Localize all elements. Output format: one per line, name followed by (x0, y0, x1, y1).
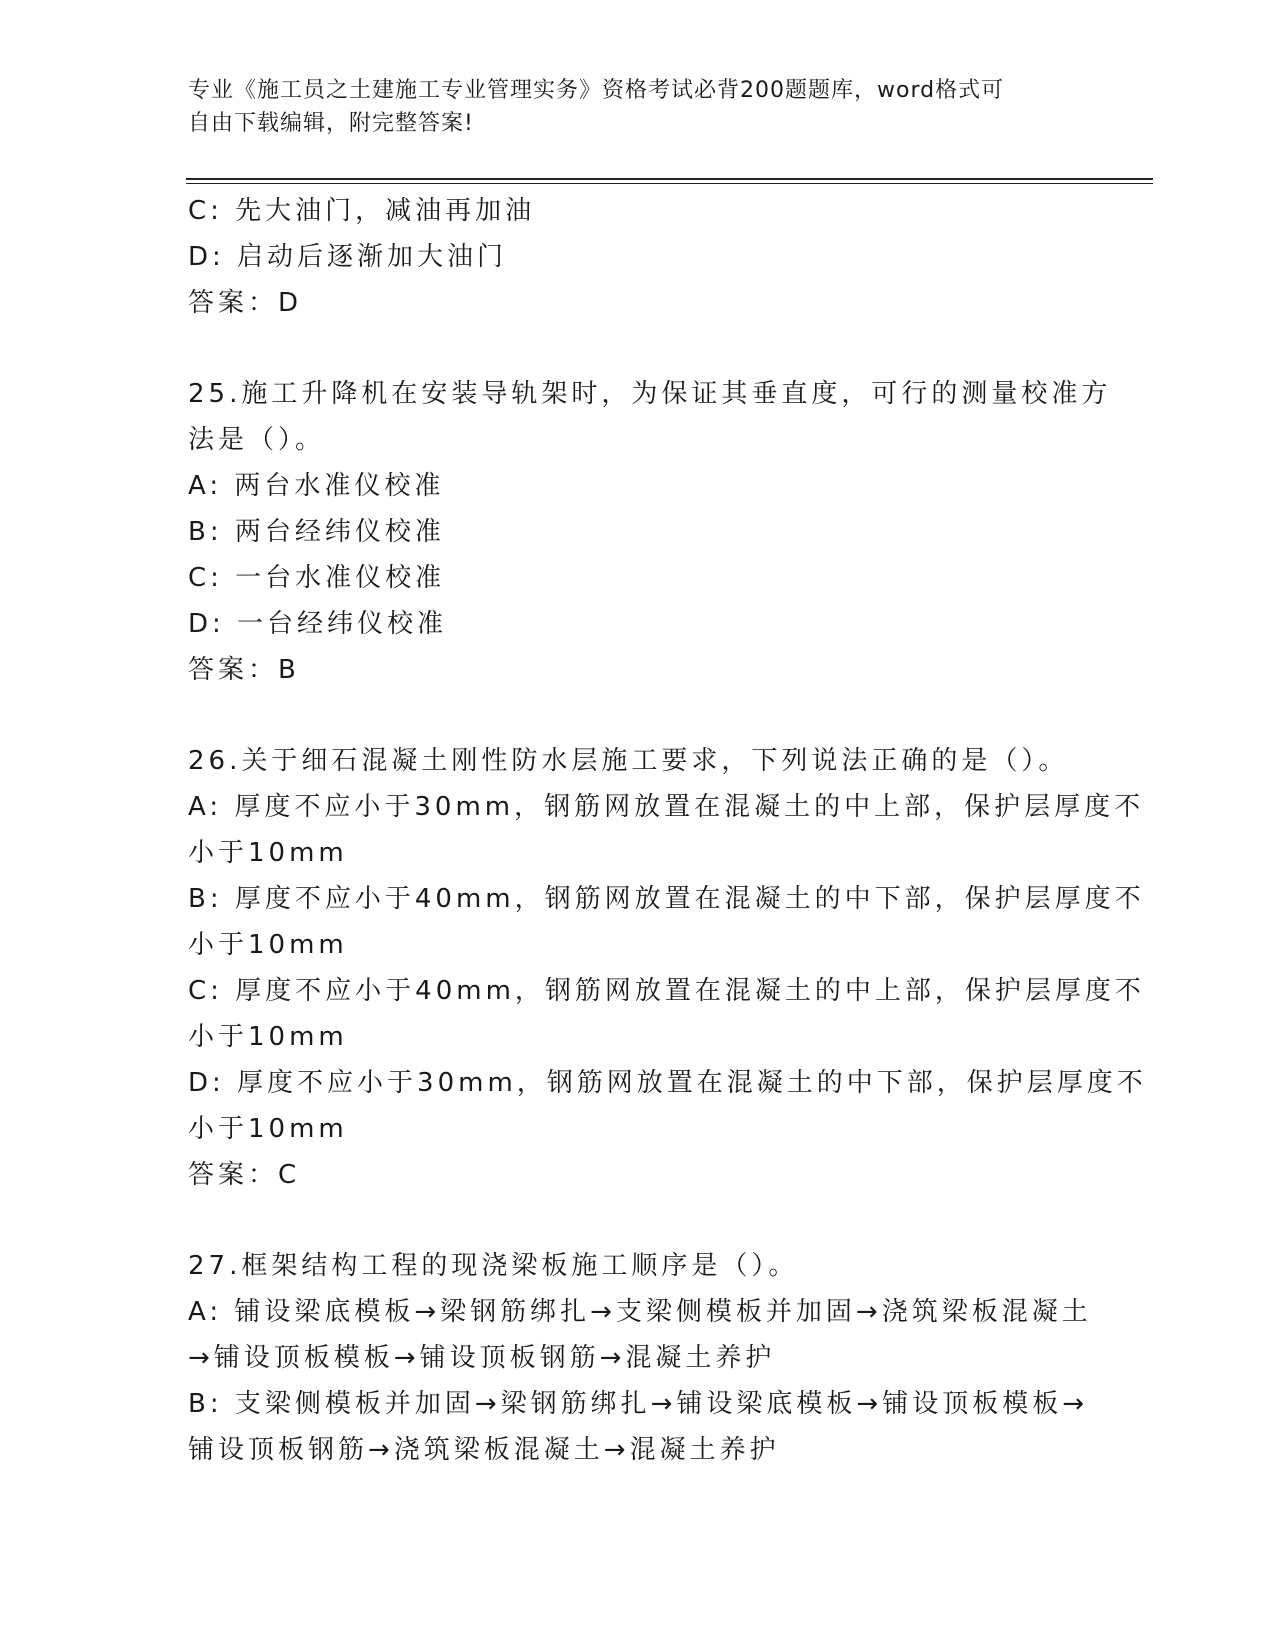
option-b-cont: 小于10mm (188, 930, 348, 960)
option-a: A: 铺设梁底模板→梁钢筋绑扎→支梁侧模板并加固→浇筑梁板混凝土 (188, 1297, 1092, 1327)
option-c-cont: 小于10mm (188, 1022, 348, 1052)
question-26 (188, 738, 1147, 1198)
option-b: B: 支梁侧模板并加固→梁钢筋绑扎→铺设梁底模板→铺设顶板模板→ (188, 1389, 1089, 1419)
option-c: C: 先大油门，减油再加油 (188, 196, 536, 226)
answer-line: 答案：D (188, 288, 303, 318)
option-a-cont: →铺设顶板模板→铺设顶板钢筋→混凝土养护 (188, 1343, 776, 1373)
answer-line: 答案：C (188, 1160, 301, 1190)
option-b: B: 厚度不应小于40mm，钢筋网放置在混凝土的中下部，保护层厚度不 (188, 884, 1145, 914)
option-c: C: 厚度不应小于40mm，钢筋网放置在混凝土的中上部，保护层厚度不 (188, 976, 1145, 1006)
question-stem: 26.关于细石混凝土刚性防水层施工要求，下列说法正确的是（）。 (188, 746, 1069, 776)
question-27 (188, 1243, 1092, 1473)
option-a: A: 厚度不应小于30mm，钢筋网放置在混凝土的中上部，保护层厚度不 (188, 792, 1145, 822)
question-stem: 25.施工升降机在安装导轨架时，为保证其垂直度，可行的测量校准方 (188, 379, 1112, 409)
question-25 (188, 371, 1112, 693)
header-divider-thick (186, 178, 1153, 180)
question-stem: 27.框架结构工程的现浇梁板施工顺序是（）。 (188, 1251, 799, 1281)
document-header (188, 74, 1088, 140)
header-divider-thin (186, 183, 1153, 184)
answer-line: 答案：B (188, 655, 300, 685)
question-24-tail (188, 188, 1088, 326)
option-b: B: 两台经纬仪校准 (188, 517, 445, 547)
option-d-cont: 小于10mm (188, 1114, 348, 1144)
question-stem-cont: 法是（）。 (188, 425, 326, 455)
option-d: D: 厚度不应小于30mm，钢筋网放置在混凝土的中下部，保护层厚度不 (188, 1068, 1147, 1098)
option-d: D: 一台经纬仪校准 (188, 609, 448, 639)
option-d: D: 启动后逐渐加大油门 (188, 242, 508, 272)
header-line-2: 自由下载编辑，附完整答案! (188, 111, 474, 136)
option-b-cont: 铺设顶板钢筋→浇筑梁板混凝土→混凝土养护 (188, 1435, 780, 1465)
option-a: A: 两台水准仪校准 (188, 471, 445, 501)
document-body (188, 188, 1147, 1473)
option-a-cont: 小于10mm (188, 838, 348, 868)
header-line-1: 专业《施工员之土建施工专业管理实务》资格考试必背200题题库，word格式可 (188, 78, 1005, 103)
option-c: C: 一台水准仪校准 (188, 563, 446, 593)
